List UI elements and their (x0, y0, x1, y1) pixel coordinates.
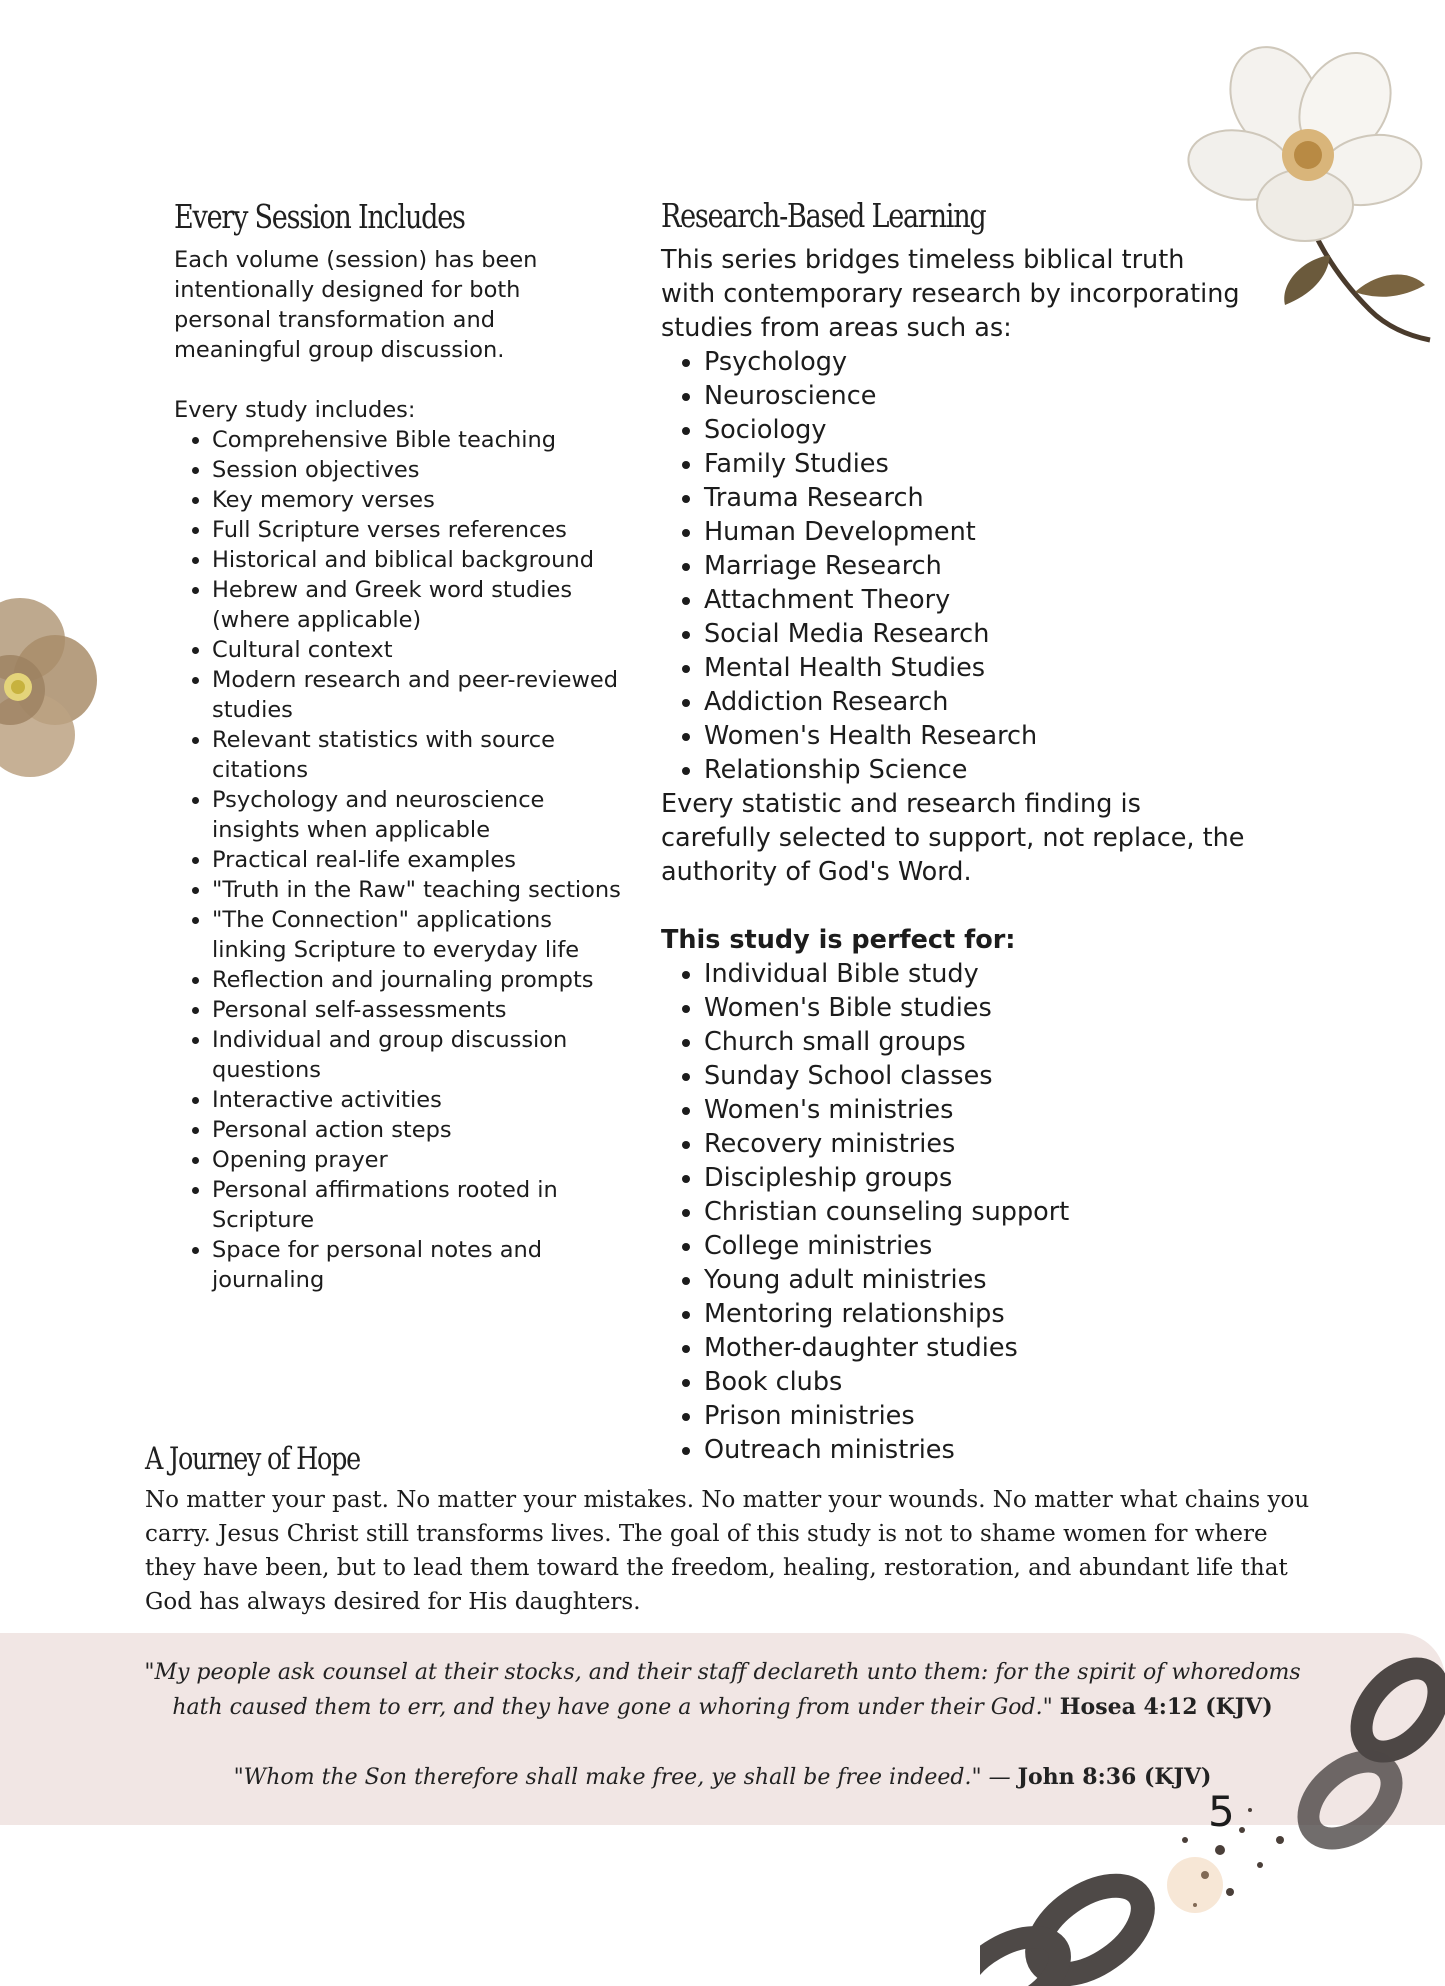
study-includes-item: • Personal action steps (212, 1115, 624, 1145)
research-area-item: • Addiction Research (704, 685, 1246, 719)
study-includes-item: • Hebrew and Greek word studies (where applicable) (212, 575, 624, 635)
study-includes-item: • Space for personal notes and journaling (212, 1235, 624, 1295)
study-includes-list (174, 425, 624, 1295)
research-area-item: • Mental Health Studies (704, 651, 1246, 685)
study-includes-intro: Every study includes: (174, 397, 416, 423)
john-quote-reference: John 8:36 (KJV) (1017, 1764, 1212, 1790)
hosea-quote-text: "My people ask counsel at their stocks, and their staff declareth unto them: for the spirit of whoredoms hath caused them to err, and they have gone a whoring from under their God." (144, 1660, 1301, 1720)
study-includes-item: • Personal affirmations rooted in Scripture (212, 1175, 624, 1235)
research-learning-section (661, 243, 1246, 1467)
hosea-quote (130, 1655, 1315, 1725)
perfect-for-heading: This study is perfect for: (661, 925, 1016, 955)
every-session-intro: Each volume (session) has been intentionally designed for both personal transformation and meaningful group discussion. (174, 247, 538, 363)
study-includes-item: • "The Connection" applications linking Scripture to everyday life (212, 905, 624, 965)
perfect-for-item: • Women's ministries (704, 1093, 1246, 1127)
study-includes-item: • Personal self-assessments (212, 995, 624, 1025)
perfect-for-item: • Women's Bible studies (704, 991, 1246, 1025)
perfect-for-item: • Mentoring relationships (704, 1297, 1246, 1331)
study-includes-item: • Relevant statistics with source citations (212, 725, 624, 785)
study-includes-item: • Practical real-life examples (212, 845, 624, 875)
hosea-quote-reference: Hosea 4:12 (KJV) (1059, 1694, 1273, 1720)
perfect-for-item: • Individual Bible study (704, 957, 1246, 991)
research-area-item: • Sociology (704, 413, 1246, 447)
perfect-for-item: • Outreach ministries (704, 1433, 1246, 1467)
perfect-for-item: • Recovery ministries (704, 1127, 1246, 1161)
research-area-item: • Marriage Research (704, 549, 1246, 583)
perfect-for-list (661, 957, 1246, 1467)
every-session-section (174, 245, 624, 1295)
study-includes-item: • Opening prayer (212, 1145, 624, 1175)
john-quote-text: "Whom the Son therefore shall make free, ye shall be free indeed." — (233, 1765, 1011, 1790)
perfect-for-item: • Book clubs (704, 1365, 1246, 1399)
research-learning-heading: Research-Based Learning (661, 196, 986, 235)
john-quote (130, 1760, 1315, 1795)
perfect-for-item: • Discipleship groups (704, 1161, 1246, 1195)
study-includes-item: • "Truth in the Raw" teaching sections (212, 875, 624, 905)
journey-text: No matter your past. No matter your mistakes. No matter your wounds. No matter what chains you carry. Jesus Christ still transforms lives. The goal of this study is not to shame women for where they have been, but to lead them toward the freedom, healing, restoration, and abundant life that God has always desired for His daughters. (145, 1487, 1310, 1615)
research-area-item: • Social Media Research (704, 617, 1246, 651)
study-includes-item: • Modern research and peer-reviewed studies (212, 665, 624, 725)
research-area-item: • Family Studies (704, 447, 1246, 481)
research-areas-list (661, 345, 1246, 787)
research-intro: This series bridges timeless biblical truth with contemporary research by incorporating studies from areas such as: (661, 245, 1240, 343)
page-number: 5 (1208, 1787, 1235, 1836)
study-includes-item: • Interactive activities (212, 1085, 624, 1115)
study-includes-item: • Full Scripture verses references (212, 515, 624, 545)
research-area-item: • Attachment Theory (704, 583, 1246, 617)
research-area-item: • Human Development (704, 515, 1246, 549)
research-area-item: • Psychology (704, 345, 1246, 379)
perfect-for-item: • Young adult ministries (704, 1263, 1246, 1297)
gold-flower-icon (0, 595, 100, 785)
perfect-for-item: • Sunday School classes (704, 1059, 1246, 1093)
journey-heading: A Journey of Hope (145, 1441, 360, 1477)
study-includes-item: • Reflection and journaling prompts (212, 965, 624, 995)
perfect-for-item: • Church small groups (704, 1025, 1246, 1059)
research-area-item: • Relationship Science (704, 753, 1246, 787)
study-includes-item: • Historical and biblical background (212, 545, 624, 575)
study-includes-item: • Comprehensive Bible teaching (212, 425, 624, 455)
study-includes-item: • Individual and group discussion questions (212, 1025, 624, 1085)
research-closing: Every statistic and research finding is carefully selected to support, not replace, the authority of God's Word. (661, 789, 1245, 887)
perfect-for-item: • Prison ministries (704, 1399, 1246, 1433)
research-area-item: • Neuroscience (704, 379, 1246, 413)
every-session-heading: Every Session Includes (174, 197, 465, 236)
perfect-for-item: • College ministries (704, 1229, 1246, 1263)
perfect-for-item: • Christian counseling support (704, 1195, 1246, 1229)
perfect-for-item: • Mother-daughter studies (704, 1331, 1246, 1365)
study-includes-item: • Cultural context (212, 635, 624, 665)
study-includes-item: • Psychology and neuroscience insights when applicable (212, 785, 624, 845)
research-area-item: • Trauma Research (704, 481, 1246, 515)
study-includes-item: • Session objectives (212, 455, 624, 485)
study-includes-item: • Key memory verses (212, 485, 624, 515)
research-area-item: • Women's Health Research (704, 719, 1246, 753)
